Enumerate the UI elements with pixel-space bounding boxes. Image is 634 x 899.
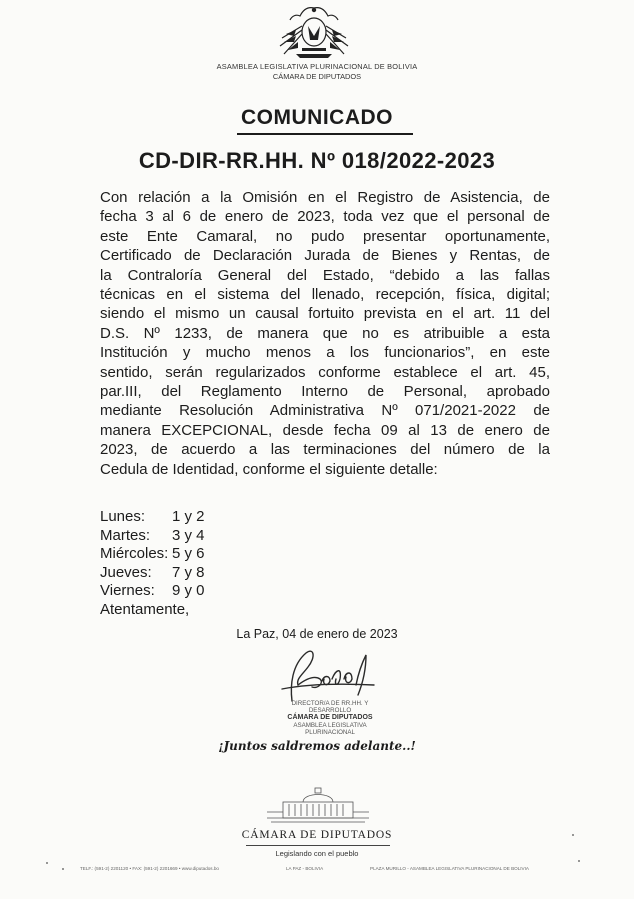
schedule-row: [100, 508, 205, 527]
document-code: CD-DIR-RR.HH. Nº 018/2022-2023: [138, 148, 496, 173]
schedule-digits: 3 y 4: [172, 526, 205, 544]
title-underline: [237, 133, 413, 135]
body-line: fecha 3 al 6 de enero de 2023, toda vez que el personal de: [100, 208, 550, 226]
stamp-line: ASAMBLEA LEGISLATIVA PLURINACIONAL: [293, 721, 367, 736]
body-line: la Contraloría General del Estado, “debido a las fallas: [100, 266, 550, 284]
body-line: Cedula de Identidad, conforme el siguiente detalle:: [100, 460, 438, 478]
schedule-digits: 7 y 8: [172, 563, 205, 581]
schedule-digits: 5 y 6: [172, 545, 205, 563]
schedule-row: [100, 545, 205, 564]
schedule-list: [100, 508, 205, 620]
body-line: 2023, de acuerdo a las terminaciones del número de la: [100, 441, 550, 459]
legislative-building-icon: [263, 786, 373, 828]
scan-speck: [46, 862, 48, 864]
schedule-day: Jueves:: [100, 563, 152, 581]
body-line: siendo el mismo un causal fortuito prevista en el art. 11 del: [100, 305, 550, 323]
body-line: mediante Resolución Administrativa Nº 071/2021-2022 de: [100, 402, 550, 420]
schedule-digits: 1 y 2: [172, 508, 205, 525]
schedule-day: Miércoles:: [100, 545, 169, 563]
schedule-row: [100, 582, 205, 601]
stamp-line: DIRECTOR/A DE RR.HH. Y DESARROLLO: [291, 700, 369, 715]
body-line: par.III, del Reglamento Interno de Personal, aprobado: [100, 383, 550, 401]
page-title: COMUNICADO: [241, 106, 393, 129]
schedule-row: [100, 564, 205, 583]
institution-name: ASAMBLEA LEGISLATIVA PLURINACIONAL DE BOLIVIA: [216, 62, 418, 71]
schedule-day: Viernes:: [100, 582, 155, 600]
footer-chamber: CÁMARA DE DIPUTADOS: [241, 829, 393, 841]
handwritten-signature: [262, 645, 382, 707]
body-line: Con relación a la Omisión en el Registro de Asistencia, de: [100, 189, 550, 206]
schedule-day: Martes:: [100, 526, 151, 544]
body-line: Institución y mucho menos a los funcionarios”, en este: [100, 344, 550, 362]
footer-contact: TELF.: (591-2) 2201120 • FAX: (591-2) 2201669 • www.diputados.bo: [80, 866, 219, 871]
scan-speck: [572, 834, 574, 836]
body-line: este Ente Camaral, no pudo presentar oportunamente,: [100, 227, 550, 245]
schedule-day: Lunes:: [100, 508, 146, 525]
chamber-name: CÁMARA DE DIPUTADOS: [272, 72, 362, 81]
body-line: D.S. Nº 1233, de manera que no es atribuible a esta: [100, 324, 550, 342]
schedule-row: [100, 527, 205, 546]
body-line: Certificado de Declaración Jurada de Bienes y Rentas, de: [100, 247, 550, 265]
slogan: ¡Juntos saldremos adelante..!: [218, 739, 416, 753]
footer-tagline: Legislando con el pueblo: [275, 849, 359, 858]
body-line: manera EXCEPCIONAL, desde fecha 09 al 13 de enero de: [100, 421, 550, 439]
scan-speck: [62, 868, 64, 870]
scan-speck: [578, 860, 580, 862]
signature-stamp: [272, 700, 388, 736]
bolivia-coat-of-arms-icon: [272, 4, 356, 60]
body-paragraph: [100, 188, 550, 479]
schedule-digits: 9 y 0: [172, 582, 205, 600]
footer-city: LA PAZ - BOLIVIA: [286, 866, 324, 871]
stamp-line: CÁMARA DE DIPUTADOS: [287, 714, 373, 722]
footer-divider: [246, 845, 390, 846]
place-date: La Paz, 04 de enero de 2023: [236, 627, 398, 641]
body-line: sentido, serán regularizados conforme establece el art. 45,: [100, 363, 550, 381]
body-line: técnicas en el sistema del llenado, recepción, física, digital;: [100, 286, 550, 304]
footer-address: PLAZA MURILLO - ASAMBLEA LEGISLATIVA PLURINACIONAL DE BOLIVIA: [370, 866, 529, 871]
closing-text: Atentamente,: [100, 600, 190, 618]
